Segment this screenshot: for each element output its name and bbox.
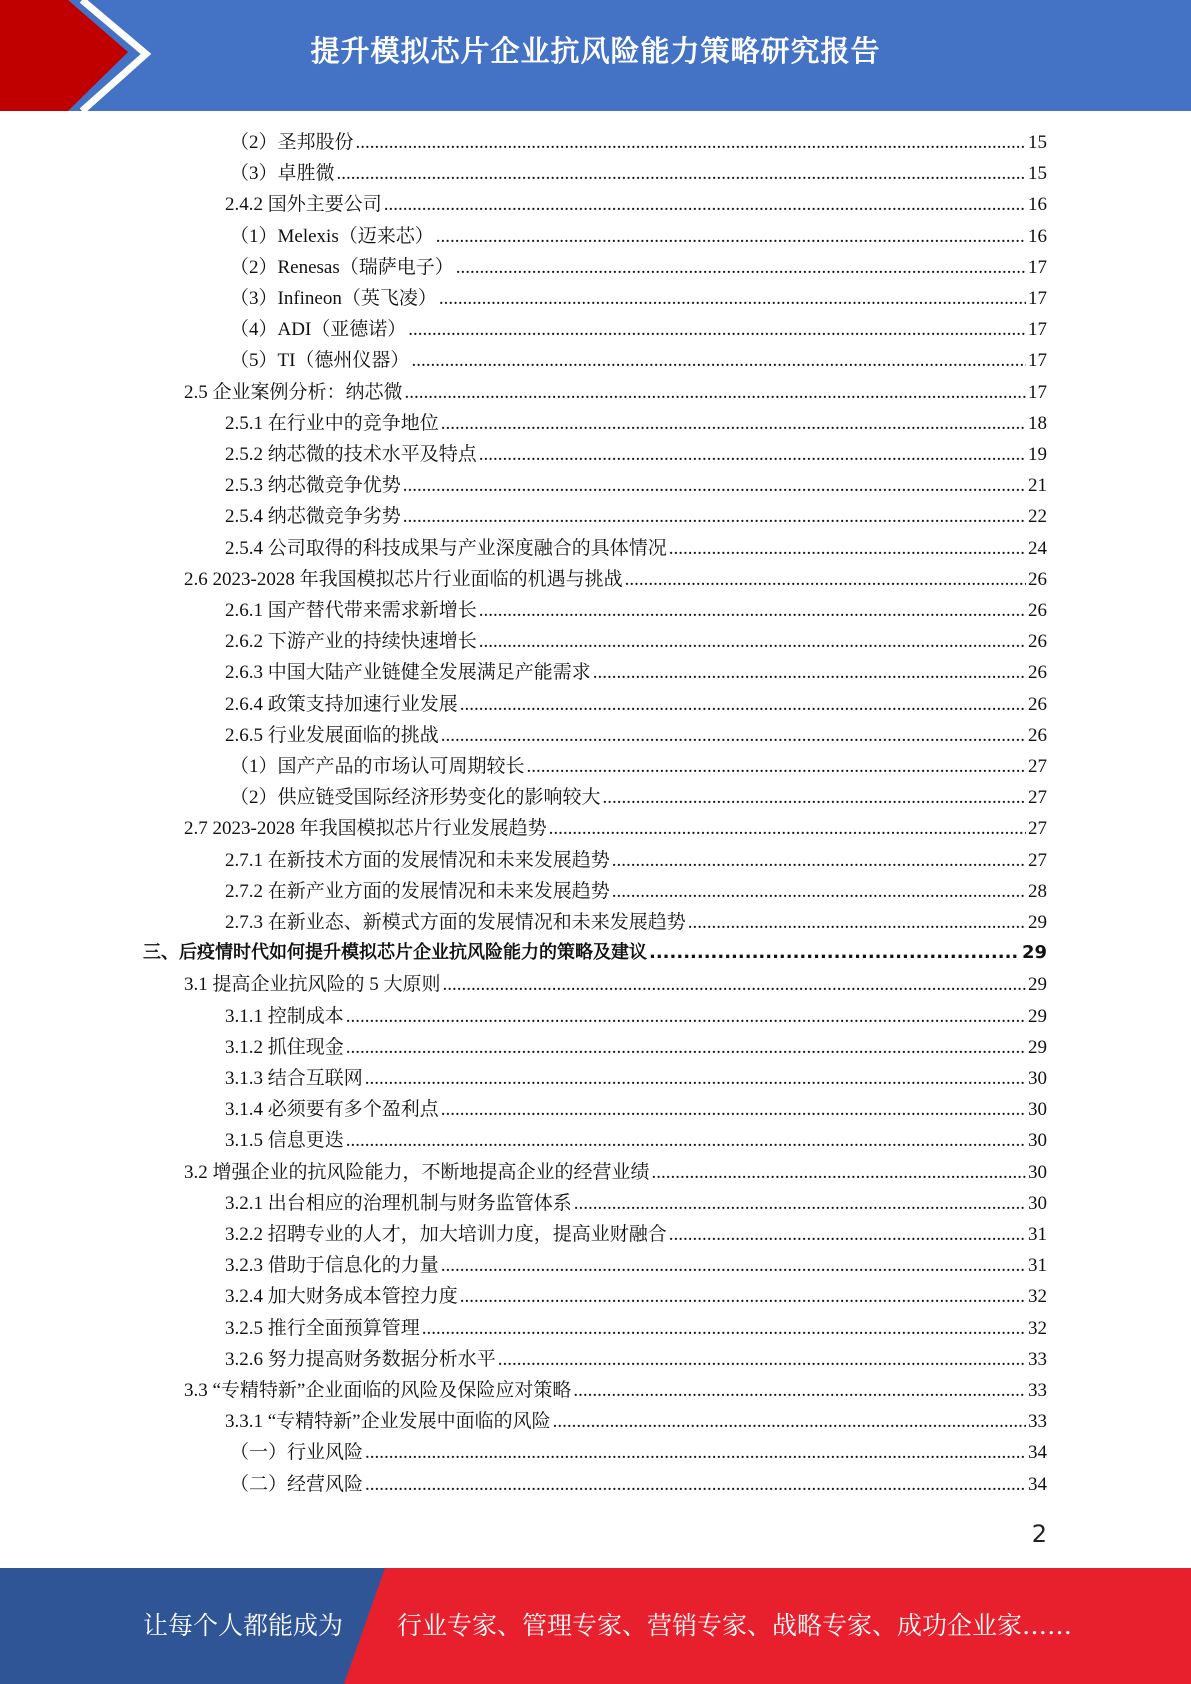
toc-entry-page: 29: [1028, 1005, 1047, 1027]
report-title: 提升模拟芯片企业抗风险能力策略研究报告: [310, 34, 881, 68]
toc-entry-title: 2.6.5 行业发展面临的挑战: [225, 724, 439, 746]
toc-entry[interactable]: [225, 501, 1047, 532]
toc-leader-dots: [441, 725, 1026, 747]
page-footer: [0, 1568, 1191, 1684]
toc-entry[interactable]: [225, 595, 1047, 626]
toc-leader-dots: [403, 475, 1026, 497]
toc-entry-page: 17: [1028, 288, 1047, 309]
toc-entry-page: 28: [1028, 880, 1047, 902]
toc-entry[interactable]: [230, 782, 1047, 813]
toc-leader-dots: [498, 1349, 1026, 1371]
toc-leader-dots: [669, 538, 1026, 560]
toc-entry-page: 22: [1028, 506, 1047, 528]
toc-leader-dots: [441, 1099, 1026, 1121]
toc-entry[interactable]: [225, 189, 1047, 220]
toc-entry-page: 31: [1028, 1255, 1047, 1277]
toc-entry-title: 3.1.2 抓住现金: [225, 1036, 344, 1058]
toc-leader-dots: [422, 1318, 1026, 1340]
toc-entry[interactable]: [225, 845, 1047, 876]
toc-entry-page: 17: [1028, 256, 1047, 278]
toc-entry-title: 2.7.3 在新业态、新模式方面的发展情况和未来发展趋势: [225, 912, 686, 933]
toc-leader-dots: [337, 163, 1026, 185]
toc-leader-dots: [612, 850, 1026, 872]
toc-entry-title: 2.5 企业案例分析：纳芯微: [184, 381, 403, 403]
toc-leader-dots: [403, 506, 1026, 528]
toc-entry-title: 2.5.4 纳芯微竞争劣势: [225, 506, 401, 528]
toc-entry-page: 34: [1028, 1473, 1047, 1495]
toc-entry-page: 17: [1028, 350, 1047, 372]
footer-slogan-right: 行业专家、管理专家、营销专家、战略专家、成功企业家……: [397, 1611, 1073, 1640]
toc-entry[interactable]: [230, 1437, 1047, 1468]
toc-entry[interactable]: [225, 1125, 1047, 1156]
toc-leader-dots: [479, 631, 1026, 653]
toc-entry-title: 3.2.5 推行全面预算管理: [225, 1317, 420, 1339]
toc-entry[interactable]: [225, 408, 1047, 439]
toc-leader-dots: [553, 1411, 1026, 1433]
toc-entry-title: 2.6.4 政策支持加速行业发展: [225, 693, 458, 715]
toc-entry[interactable]: [225, 907, 1047, 938]
toc-entry-page: 34: [1028, 1442, 1047, 1464]
toc-entry[interactable]: [225, 533, 1047, 564]
toc-leader-dots: [443, 974, 1026, 996]
toc-entry-title: 3.1.4 必须要有多个盈利点: [225, 1099, 439, 1121]
toc-leader-dots: [625, 569, 1026, 591]
toc-entry-page: 26: [1028, 631, 1047, 653]
toc-entry[interactable]: [225, 1406, 1047, 1437]
toc-entry-page: 29: [1028, 912, 1047, 933]
toc-entry-page: 32: [1028, 1317, 1047, 1339]
toc-leader-dots: [649, 942, 1020, 963]
toc-leader-dots: [460, 1286, 1026, 1308]
toc-leader-dots: [669, 1224, 1026, 1246]
toc-entry[interactable]: [225, 1094, 1047, 1125]
toc-entry[interactable]: [225, 657, 1047, 688]
toc-entry[interactable]: [225, 439, 1047, 470]
toc-entry-page: 15: [1028, 132, 1047, 153]
toc-entry-page: 27: [1028, 818, 1047, 840]
toc-entry-page: 31: [1028, 1224, 1047, 1245]
toc-entry[interactable]: [225, 689, 1047, 720]
toc-entry-title: 3.2.3 借助于信息化的力量: [225, 1255, 439, 1277]
toc-entry-title: （5）TI（德州仪器）: [230, 350, 410, 372]
toc-entry-page: 16: [1028, 225, 1047, 247]
toc-entry-title: （4）ADI（亚德诺）: [230, 319, 407, 341]
toc-entry[interactable]: [225, 1001, 1047, 1032]
toc-entry-page: 26: [1028, 724, 1047, 746]
toc-entry[interactable]: [184, 1157, 1047, 1188]
toc-entry-title: （3）Infineon（英飞凌）: [230, 288, 437, 309]
toc-entry[interactable]: [225, 1281, 1047, 1312]
toc-entry-title: 3.2.1 出台相应的治理机制与财务监管体系: [225, 1192, 572, 1214]
toc-leader-dots: [365, 1068, 1026, 1090]
toc-leader-dots: [365, 1474, 1026, 1496]
toc-entry-title: 3.1.3 结合互联网: [225, 1068, 363, 1089]
toc-entry[interactable]: [225, 1188, 1047, 1219]
toc-entry-page: 30: [1028, 1161, 1047, 1183]
toc-entry-title: 3.3.1 “专精特新”企业发展中面临的风险: [225, 1411, 551, 1433]
toc-entry[interactable]: [230, 1469, 1047, 1500]
toc-entry-page: 17: [1028, 381, 1047, 403]
toc-leader-dots: [527, 756, 1026, 778]
toc-leader-dots: [603, 787, 1026, 809]
toc-entry-page: 18: [1028, 412, 1047, 434]
toc-entry-title: （一）行业风险: [230, 1442, 364, 1464]
toc-entry-page: 17: [1028, 319, 1047, 341]
toc-leader-dots: [384, 194, 1026, 216]
toc-entry-title: （1）国产产品的市场认可周期较长: [230, 756, 525, 777]
toc-entry-title: 2.5.4 公司取得的科技成果与产业深度融合的具体情况: [225, 537, 667, 559]
toc-entry-page: 16: [1028, 194, 1047, 216]
toc-entry-page: 30: [1028, 1068, 1047, 1089]
toc-entry-title: 2.7 2023-2028 年我国模拟芯片行业发展趋势: [184, 818, 547, 840]
toc-leader-dots: [441, 413, 1026, 435]
toc-entry[interactable]: [230, 345, 1047, 376]
toc-entry-title: 3.2.2 招聘专业的人才，加大培训力度，提高业财融合: [225, 1224, 667, 1245]
toc-entry-page: 33: [1028, 1348, 1047, 1370]
toc-entry-title: 3.3 “专精特新”企业面临的风险及保险应对策略: [184, 1380, 572, 1401]
toc-leader-dots: [612, 881, 1026, 903]
toc-leader-dots: [365, 1442, 1026, 1464]
toc-entry-title: 2.7.2 在新产业方面的发展情况和未来发展趋势: [225, 880, 610, 902]
toc-leader-dots: [346, 1006, 1026, 1028]
toc-entry-page: 26: [1028, 662, 1047, 684]
toc-entry[interactable]: [225, 1250, 1047, 1281]
toc-entry-title: 2.6.2 下游产业的持续快速增长: [225, 631, 477, 653]
toc-entry-page: 29: [1028, 974, 1047, 996]
toc-entry[interactable]: [184, 377, 1047, 408]
toc-entry[interactable]: [230, 127, 1047, 158]
toc-leader-dots: [436, 226, 1026, 248]
toc-entry-title: 2.6 2023-2028 年我国模拟芯片行业面临的机遇与挑战: [184, 568, 623, 590]
toc-entry-title: （3）卓胜微: [230, 163, 335, 185]
toc-entry-page: 26: [1028, 600, 1047, 621]
toc-leader-dots: [408, 319, 1026, 341]
toc-entry-page: 27: [1028, 849, 1047, 871]
toc-entry-title: （2）圣邦股份: [230, 132, 354, 153]
toc-entry-page: 27: [1028, 756, 1047, 777]
toc-entry-title: 3.1 提高企业抗风险的 5 大原则: [184, 974, 441, 996]
toc-entry-title: 2.4.2 国外主要公司: [225, 194, 382, 216]
toc-leader-dots: [439, 288, 1026, 310]
toc-entry-title: 3.1.1 控制成本: [225, 1005, 344, 1027]
toc-entry-title: 3.2 增强企业的抗风险能力，不断地提高企业的经营业绩: [184, 1161, 650, 1183]
toc-entry-title: （2）供应链受国际经济形势变化的影响较大: [230, 787, 601, 809]
toc-entry-page: 21: [1028, 475, 1047, 497]
toc-entry[interactable]: [184, 969, 1047, 1000]
toc-leader-dots: [405, 382, 1026, 404]
toc-entry[interactable]: [225, 1219, 1047, 1250]
page-number: 2: [1031, 1520, 1047, 1548]
toc-entry-page: 15: [1028, 163, 1047, 185]
toc-entry[interactable]: [230, 252, 1047, 283]
toc-entry[interactable]: [184, 813, 1047, 844]
toc-entry-title: 2.5.3 纳芯微竞争优势: [225, 475, 401, 497]
toc-entry-page: 33: [1028, 1411, 1047, 1433]
toc-entry[interactable]: [225, 626, 1047, 657]
toc-entry-page: 19: [1028, 444, 1047, 465]
page-header: [0, 0, 1191, 111]
toc-entry-page: 29: [1028, 1036, 1047, 1058]
toc-entry[interactable]: [225, 1032, 1047, 1063]
toc-entry-page: 26: [1028, 693, 1047, 715]
toc-entry-page: 33: [1028, 1380, 1047, 1401]
toc-leader-dots: [688, 912, 1026, 934]
toc-leader-dots: [356, 132, 1026, 154]
toc-entry-title: （2）Renesas（瑞萨电子）: [230, 256, 454, 278]
footer-slogan-left: 让每个人都能成为: [143, 1611, 344, 1640]
toc-leader-dots: [593, 662, 1026, 684]
toc-entry-page: 30: [1028, 1130, 1047, 1152]
toc-entry-page: 26: [1028, 568, 1047, 590]
toc-leader-dots: [346, 1130, 1026, 1152]
toc-leader-dots: [411, 350, 1026, 372]
toc-entry-title: 3.2.4 加大财务成本管控力度: [225, 1286, 458, 1308]
toc-entry[interactable]: [225, 876, 1047, 907]
toc-entry[interactable]: [230, 158, 1047, 189]
toc-entry-page: 29: [1021, 942, 1047, 964]
toc-leader-dots: [479, 444, 1026, 466]
toc-leader-dots: [574, 1193, 1026, 1215]
toc-entry-page: 30: [1028, 1099, 1047, 1121]
toc-entry-title: 3.1.5 信息更迭: [225, 1130, 344, 1152]
toc-entry-title: 2.6.1 国产替代带来需求新增长: [225, 600, 477, 621]
toc-leader-dots: [346, 1037, 1026, 1059]
toc-entry[interactable]: [230, 314, 1047, 345]
toc-entry[interactable]: [184, 1375, 1047, 1406]
toc-entry[interactable]: [225, 1344, 1047, 1375]
toc-entry[interactable]: [184, 564, 1047, 595]
toc-entry-page: 24: [1028, 537, 1047, 559]
toc-leader-dots: [549, 818, 1026, 840]
toc-entry-title: 2.5.2 纳芯微的技术水平及特点: [225, 444, 477, 465]
toc-leader-dots: [652, 1162, 1026, 1184]
toc-entry[interactable]: [230, 751, 1047, 782]
toc-entry[interactable]: [230, 283, 1047, 314]
toc-entry-page: 27: [1028, 787, 1047, 809]
toc-entry-title: 3.2.6 努力提高财务数据分析水平: [225, 1348, 496, 1370]
toc-leader-dots: [456, 257, 1026, 279]
toc-entry-title: （二）经营风险: [230, 1473, 364, 1495]
toc-leader-dots: [479, 600, 1026, 622]
toc-entry-title: （1）Melexis（迈来芯）: [230, 225, 434, 247]
toc-entry-title: 2.5.1 在行业中的竞争地位: [225, 412, 439, 434]
toc-entry[interactable]: [225, 1063, 1047, 1094]
toc-leader-dots: [460, 694, 1026, 716]
toc-entry-title: 2.7.1 在新技术方面的发展情况和未来发展趋势: [225, 849, 610, 871]
toc-entry[interactable]: [230, 221, 1047, 252]
toc-leader-dots: [573, 1380, 1026, 1402]
toc-entry-page: 30: [1028, 1192, 1047, 1214]
toc-entry-title: 三、后疫情时代如何提升模拟芯片企业抗风险能力的策略及建议: [143, 942, 647, 964]
toc-entry-page: 32: [1028, 1286, 1047, 1308]
toc-entry[interactable]: [225, 470, 1047, 501]
toc-entry-title: 2.6.3 中国大陆产业链健全发展满足产能需求: [225, 662, 591, 684]
toc-entry[interactable]: [143, 938, 1047, 969]
toc-entry[interactable]: [225, 1313, 1047, 1344]
toc-leader-dots: [441, 1255, 1026, 1277]
toc-entry[interactable]: [225, 720, 1047, 751]
